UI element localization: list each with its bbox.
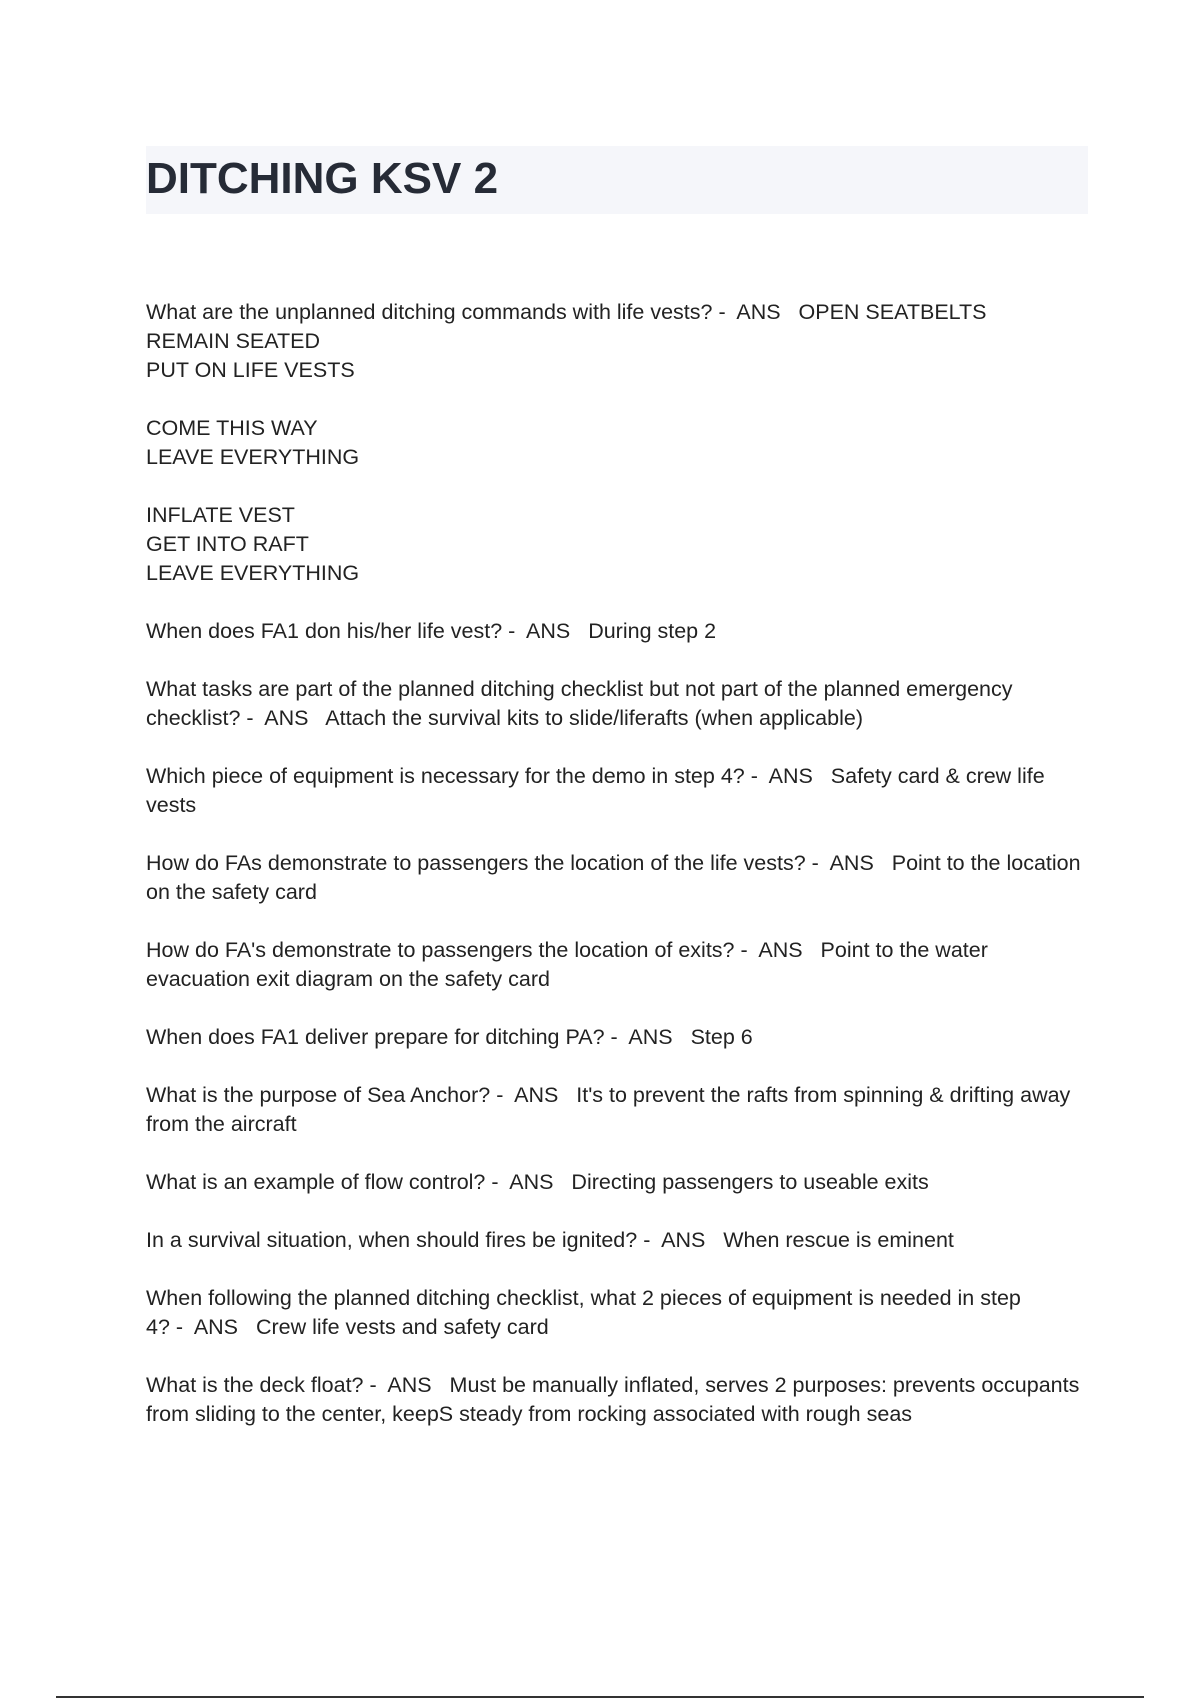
answer-line: REMAIN SEATED <box>146 329 321 353</box>
ans-separator: - ANS <box>502 619 589 643</box>
question: What is an example of flow control? <box>146 1170 486 1194</box>
answer-line: LEAVE EVERYTHING <box>146 445 360 469</box>
ans-separator: - ANS <box>744 764 831 788</box>
ans-separator: - ANS <box>485 1170 572 1194</box>
ans-separator: - ANS <box>734 938 821 962</box>
qa-item-7 <box>146 1023 1096 1052</box>
question: In a survival situation, when should fires be ignited? <box>146 1228 638 1252</box>
qa-item-1 <box>146 298 1096 588</box>
answer: Step 6 <box>690 1025 753 1049</box>
question: What is the purpose of Sea Anchor? <box>146 1083 491 1107</box>
answer: Attach the survival kits to slide/liferafts (when applicable) <box>325 706 863 730</box>
question: What tasks are part of the planned ditching checklist but not part of the planned emergency checklist? <box>146 677 1019 730</box>
question: What is the deck float? <box>146 1373 364 1397</box>
question: How do FA's demonstrate to passengers the location of exits? <box>146 938 735 962</box>
qa-item-5 <box>146 849 1096 907</box>
qa-item-11 <box>146 1284 1096 1342</box>
qa-item-10 <box>146 1226 1096 1255</box>
ans-separator: - ANS <box>805 851 892 875</box>
answer: When rescue is eminent <box>723 1228 954 1252</box>
answer-line: INFLATE VEST <box>146 503 295 527</box>
answer-line: PUT ON LIFE VESTS <box>146 358 355 382</box>
ans-separator: - ANS <box>363 1373 450 1397</box>
question: When does FA1 deliver prepare for ditching PA? <box>146 1025 605 1049</box>
qa-item-9 <box>146 1168 1096 1197</box>
answer: Directing passengers to useable exits <box>571 1170 929 1194</box>
answer: Point to the location on the safety card <box>146 851 1087 904</box>
answer: During step 2 <box>588 619 717 643</box>
qa-item-12 <box>146 1371 1096 1429</box>
qa-item-2 <box>146 617 1096 646</box>
blank-line <box>146 472 1096 501</box>
answer: Safety card & crew life vests <box>146 764 1051 817</box>
qa-item-8 <box>146 1081 1096 1139</box>
qa-item-4 <box>146 762 1096 820</box>
qa-list <box>146 298 1096 1458</box>
ans-separator: - ANS <box>712 300 799 324</box>
page-title: DITCHING KSV 2 <box>146 154 499 203</box>
ans-separator: - ANS <box>490 1083 577 1107</box>
answer-line: LEAVE EVERYTHING <box>146 561 360 585</box>
answer-line: GET INTO RAFT <box>146 532 309 556</box>
answer: It's to prevent the rafts from spinning & drifting away from the aircraft <box>146 1083 1077 1136</box>
answer: Point to the water evacuation exit diagram on the safety card <box>146 938 994 991</box>
answer: Crew life vests and safety card <box>255 1315 549 1339</box>
ans-separator: - ANS <box>637 1228 724 1252</box>
footer-rule <box>56 1696 1144 1698</box>
qa-item-3 <box>146 675 1096 733</box>
question: Which piece of equipment is necessary for the demo in step 4? <box>146 764 745 788</box>
blank-line <box>146 385 1096 414</box>
ans-separator: - ANS <box>240 706 326 730</box>
question: How do FAs demonstrate to passengers the location of the life vests? <box>146 851 806 875</box>
question: What are the unplanned ditching commands with life vests? <box>146 300 713 324</box>
ans-separator: - ANS <box>169 1315 256 1339</box>
qa-item-6 <box>146 936 1096 994</box>
question: When following the planned ditching checklist, what 2 pieces of equipment is needed in step 4? <box>146 1286 1027 1339</box>
answer-line: COME THIS WAY <box>146 416 318 440</box>
answer-line: OPEN SEATBELTS <box>798 300 987 324</box>
ans-separator: - ANS <box>604 1025 691 1049</box>
question: When does FA1 don his/her life vest? <box>146 619 503 643</box>
answer: Must be manually inflated, serves 2 purposes: prevents occupants from sliding to the center, keepS steady from rocking associated with rough seas <box>146 1373 1086 1426</box>
